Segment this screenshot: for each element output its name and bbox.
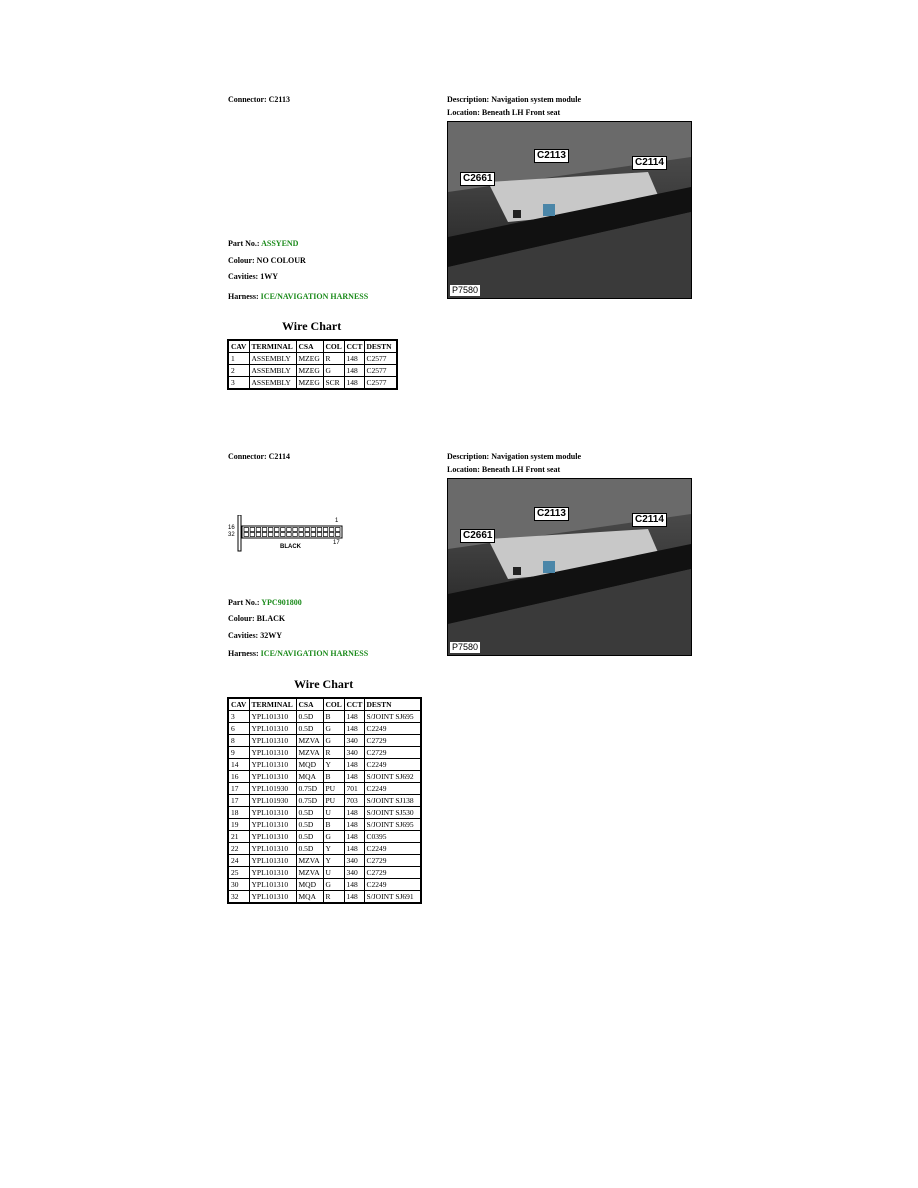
callout-c2113: C2113 xyxy=(534,507,569,521)
cell-cav: 32 xyxy=(228,891,249,904)
table-row xyxy=(228,831,421,843)
cell-cct: 148 xyxy=(344,377,364,390)
cell-csa: 0.5D xyxy=(296,723,323,735)
table-row xyxy=(228,747,421,759)
table-row xyxy=(228,795,421,807)
wire-chart-body xyxy=(228,711,421,904)
cell-cav: 17 xyxy=(228,795,249,807)
cell-destn: C2249 xyxy=(364,759,421,771)
cell-cav: 21 xyxy=(228,831,249,843)
wire-chart-title: Wire Chart xyxy=(282,319,342,333)
cell-cav: 30 xyxy=(228,879,249,891)
cell-cav: 18 xyxy=(228,807,249,819)
cell-cav: 6 xyxy=(228,723,249,735)
cell-terminal: YPL101310 xyxy=(249,711,296,723)
table-row xyxy=(228,365,397,377)
cell-destn: S/JOINT SJ695 xyxy=(364,819,421,831)
harness: Harness: ICE/NAVIGATION HARNESS xyxy=(228,649,369,658)
cell-csa: MZVA xyxy=(296,855,323,867)
cell-cct: 148 xyxy=(344,771,364,783)
description-label: Description: Navigation system module xyxy=(447,452,581,461)
header-destn: DESTN xyxy=(364,698,421,711)
wire-chart-table xyxy=(227,339,398,390)
cell-csa: MZVA xyxy=(296,747,323,759)
cell-terminal: YPL101310 xyxy=(249,771,296,783)
cell-cct: 340 xyxy=(344,855,364,867)
cell-terminal: YPL101310 xyxy=(249,879,296,891)
pin-label-16: 16 xyxy=(228,525,235,531)
cell-csa: MQD xyxy=(296,879,323,891)
cell-terminal: YPL101310 xyxy=(249,747,296,759)
cell-destn: C0395 xyxy=(364,831,421,843)
cell-col: G xyxy=(323,879,344,891)
cell-cct: 148 xyxy=(344,807,364,819)
cavities-value: 1WY xyxy=(260,272,278,281)
table-row xyxy=(228,723,421,735)
connector-id: C2114 xyxy=(268,452,290,461)
cell-terminal: YPL101310 xyxy=(249,735,296,747)
table-row xyxy=(228,819,421,831)
cell-terminal: YPL101310 xyxy=(249,759,296,771)
cell-terminal: YPL101310 xyxy=(249,831,296,843)
colour: Colour: BLACK xyxy=(228,614,286,623)
cell-cct: 340 xyxy=(344,867,364,879)
cell-terminal: YPL101930 xyxy=(249,795,296,807)
cell-terminal: ASSEMBLY xyxy=(249,377,296,390)
cell-col: PU xyxy=(323,795,344,807)
location-value: Beneath LH Front seat xyxy=(481,108,561,117)
cell-destn: C2249 xyxy=(364,879,421,891)
connector-id: C2113 xyxy=(268,95,290,104)
part-no-value[interactable]: YPC901800 xyxy=(261,598,302,607)
cell-terminal: YPL101310 xyxy=(249,891,296,904)
location-label: Location: Beneath LH Front seat xyxy=(447,465,561,474)
photo-tag: P7580 xyxy=(452,642,479,652)
wire-chart-body xyxy=(228,353,397,390)
cell-col: Y xyxy=(323,855,344,867)
connector-label: Connector: C2114 xyxy=(228,452,290,461)
cell-csa: 0.75D xyxy=(296,795,323,807)
cell-cct: 703 xyxy=(344,795,364,807)
cavities-value: 32WY xyxy=(260,631,282,640)
cell-col: Y xyxy=(323,843,344,855)
cell-csa: 0.5D xyxy=(296,819,323,831)
cell-cav: 2 xyxy=(228,365,249,377)
table-row xyxy=(228,353,397,365)
cell-destn: S/JOINT SJ692 xyxy=(364,771,421,783)
header-terminal: TERMINAL xyxy=(249,340,296,353)
cell-terminal: ASSEMBLY xyxy=(249,365,296,377)
cell-csa: MQA xyxy=(296,771,323,783)
header-csa: CSA xyxy=(296,340,323,353)
cell-destn: C2249 xyxy=(364,783,421,795)
part-no: Part No.: ASSYEND xyxy=(228,239,299,248)
cell-col: R xyxy=(323,747,344,759)
table-row xyxy=(228,891,421,904)
cell-destn: C2729 xyxy=(364,747,421,759)
cell-csa: 0.5D xyxy=(296,843,323,855)
callout-c2661: C2661 xyxy=(460,529,495,543)
cell-col: G xyxy=(323,735,344,747)
wire-chart-table xyxy=(227,697,422,904)
cell-col: B xyxy=(323,711,344,723)
cavities: Cavities: 32WY xyxy=(228,631,282,640)
cell-cct: 148 xyxy=(344,819,364,831)
cell-destn: S/JOINT SJ695 xyxy=(364,711,421,723)
cell-csa: MZVA xyxy=(296,867,323,879)
cell-col: G xyxy=(323,365,344,377)
table-row xyxy=(228,843,421,855)
location-photo xyxy=(447,121,692,299)
harness-value[interactable]: ICE/NAVIGATION HARNESS xyxy=(260,292,369,301)
table-header-row xyxy=(228,698,421,711)
cell-col: SCR xyxy=(323,377,344,390)
cell-col: G xyxy=(323,723,344,735)
cell-csa: MQD xyxy=(296,759,323,771)
cell-destn: C2249 xyxy=(364,843,421,855)
diagram-colour-text: BLACK xyxy=(280,544,301,550)
cell-csa: MZEG xyxy=(296,353,323,365)
location-photo xyxy=(447,478,692,656)
pin-label-32: 32 xyxy=(228,532,235,538)
table-row xyxy=(228,377,397,390)
cell-csa: 0.5D xyxy=(296,831,323,843)
cell-cav: 25 xyxy=(228,867,249,879)
cell-col: R xyxy=(323,891,344,904)
connector-pin-diagram xyxy=(228,515,348,555)
cell-terminal: YPL101310 xyxy=(249,855,296,867)
cell-col: U xyxy=(323,867,344,879)
cell-destn: S/JOINT SJ691 xyxy=(364,891,421,904)
cell-terminal: YPL101310 xyxy=(249,807,296,819)
part-no-value[interactable]: ASSYEND xyxy=(261,239,299,248)
cell-cct: 148 xyxy=(344,879,364,891)
callout-c2114: C2114 xyxy=(632,513,667,527)
cell-cav: 9 xyxy=(228,747,249,759)
cell-cct: 148 xyxy=(344,365,364,377)
cell-csa: 0.5D xyxy=(296,807,323,819)
cell-destn: C2577 xyxy=(364,377,397,390)
cell-cav: 1 xyxy=(228,353,249,365)
callout-c2661: C2661 xyxy=(460,172,495,186)
wire-chart-title: Wire Chart xyxy=(294,677,354,691)
cell-csa: 0.75D xyxy=(296,783,323,795)
connector-label: Connector: C2113 xyxy=(228,95,290,104)
table-row xyxy=(228,807,421,819)
header-col: COL xyxy=(323,340,344,353)
cell-col: Y xyxy=(323,759,344,771)
header-terminal: TERMINAL xyxy=(249,698,296,711)
cell-destn: S/JOINT SJ138 xyxy=(364,795,421,807)
cell-col: U xyxy=(323,807,344,819)
table-row xyxy=(228,771,421,783)
cell-destn: S/JOINT SJ530 xyxy=(364,807,421,819)
cell-cav: 22 xyxy=(228,843,249,855)
cell-destn: C2729 xyxy=(364,855,421,867)
cell-destn: C2729 xyxy=(364,735,421,747)
part-no: Part No.: YPC901800 xyxy=(228,598,302,607)
colour-value: NO COLOUR xyxy=(256,256,306,265)
cell-terminal: YPL101310 xyxy=(249,819,296,831)
cell-destn: C2729 xyxy=(364,867,421,879)
description-label: Description: Navigation system module xyxy=(447,95,581,104)
cell-col: R xyxy=(323,353,344,365)
cell-cav: 17 xyxy=(228,783,249,795)
header-cct: CCT xyxy=(344,340,364,353)
cell-cct: 148 xyxy=(344,353,364,365)
colour-value: BLACK xyxy=(256,614,286,623)
cell-cct: 340 xyxy=(344,747,364,759)
cell-col: B xyxy=(323,819,344,831)
cell-terminal: YPL101310 xyxy=(249,867,296,879)
cell-col: PU xyxy=(323,783,344,795)
cell-destn: C2249 xyxy=(364,723,421,735)
cell-destn: C2577 xyxy=(364,353,397,365)
table-row xyxy=(228,711,421,723)
cell-cav: 8 xyxy=(228,735,249,747)
cell-csa: 0.5D xyxy=(296,711,323,723)
cell-col: B xyxy=(323,771,344,783)
header-col: COL xyxy=(323,698,344,711)
table-row xyxy=(228,867,421,879)
table-row xyxy=(228,735,421,747)
pin-label-1: 1 xyxy=(335,518,339,524)
cell-cct: 340 xyxy=(344,735,364,747)
cell-cct: 148 xyxy=(344,891,364,904)
cell-cct: 148 xyxy=(344,759,364,771)
cell-cav: 14 xyxy=(228,759,249,771)
location-value: Beneath LH Front seat xyxy=(481,465,561,474)
table-header-row xyxy=(228,340,397,353)
cell-csa: MZEG xyxy=(296,365,323,377)
cell-cct: 148 xyxy=(344,723,364,735)
table-row xyxy=(228,783,421,795)
cell-cct: 701 xyxy=(344,783,364,795)
table-row xyxy=(228,855,421,867)
cell-cav: 3 xyxy=(228,377,249,390)
description-value: Navigation system module xyxy=(491,452,581,461)
cell-terminal: YPL101310 xyxy=(249,723,296,735)
header-cct: CCT xyxy=(344,698,364,711)
colour: Colour: NO COLOUR xyxy=(228,256,306,265)
header-cav: CAV xyxy=(228,698,249,711)
header-csa: CSA xyxy=(296,698,323,711)
cell-csa: MQA xyxy=(296,891,323,904)
cell-csa: MZVA xyxy=(296,735,323,747)
cell-cav: 3 xyxy=(228,711,249,723)
cell-cav: 19 xyxy=(228,819,249,831)
photo-tag: P7580 xyxy=(452,285,479,295)
cell-destn: C2577 xyxy=(364,365,397,377)
cell-cav: 16 xyxy=(228,771,249,783)
location-label: Location: Beneath LH Front seat xyxy=(447,108,561,117)
cavities: Cavities: 1WY xyxy=(228,272,278,281)
cell-cct: 148 xyxy=(344,711,364,723)
callout-c2113: C2113 xyxy=(534,149,569,163)
header-cav: CAV xyxy=(228,340,249,353)
cell-terminal: YPL101930 xyxy=(249,783,296,795)
table-row xyxy=(228,879,421,891)
cell-terminal: ASSEMBLY xyxy=(249,353,296,365)
harness: Harness: ICE/NAVIGATION HARNESS xyxy=(228,292,369,301)
harness-value[interactable]: ICE/NAVIGATION HARNESS xyxy=(260,649,369,658)
cell-terminal: YPL101310 xyxy=(249,843,296,855)
table-row xyxy=(228,759,421,771)
cell-cav: 24 xyxy=(228,855,249,867)
cell-csa: MZEG xyxy=(296,377,323,390)
header-destn: DESTN xyxy=(364,340,397,353)
pin-label-17: 17 xyxy=(333,540,340,546)
cell-col: G xyxy=(323,831,344,843)
cell-cct: 148 xyxy=(344,843,364,855)
callout-c2114: C2114 xyxy=(632,156,667,170)
cell-cct: 148 xyxy=(344,831,364,843)
description-value: Navigation system module xyxy=(491,95,581,104)
